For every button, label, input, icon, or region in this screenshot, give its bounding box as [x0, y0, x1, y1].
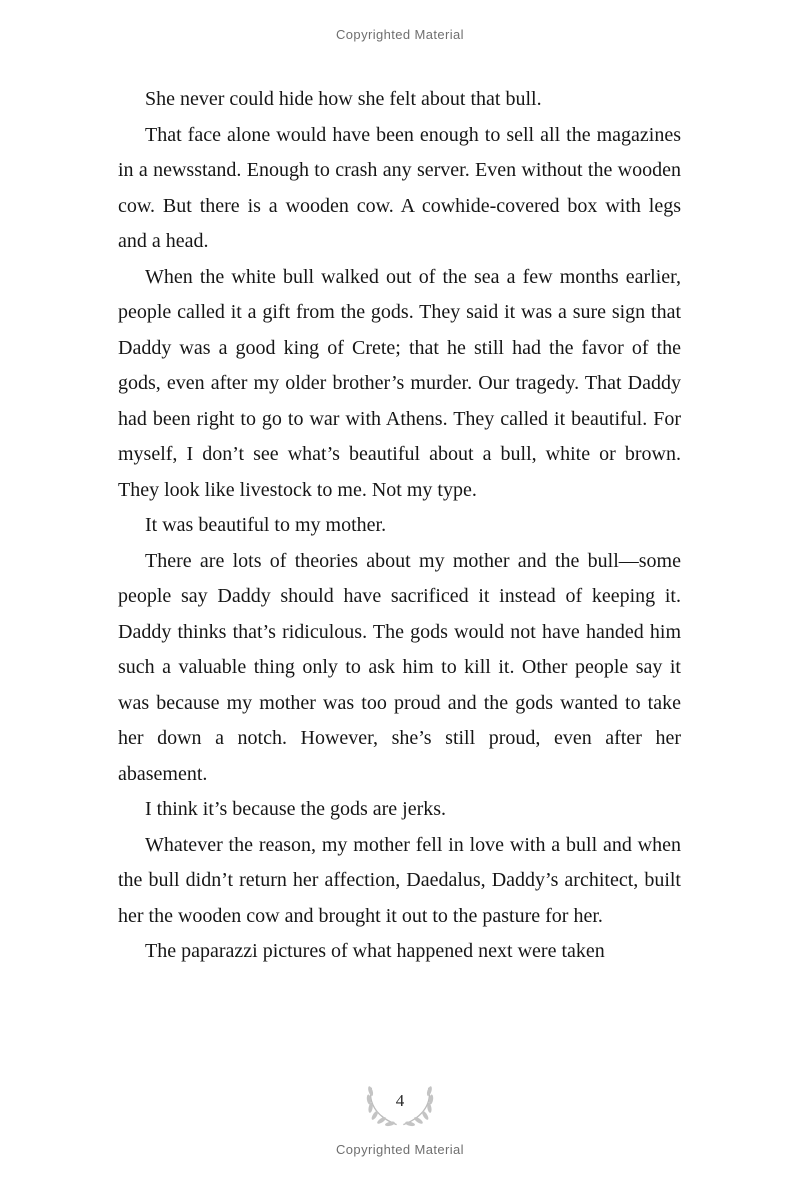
body-paragraph: When the white bull walked out of the sea a few months earlier, people called it a gift from the gods. They said it was a sure sign that Daddy was a good king of Crete; that he still had the favor of the gods, even after my older brother’s murder. Our tragedy. That Daddy had been right to go to war with Athens. They called it beautiful. For myself, I don’t see what’s beautiful about a bull, white or brown. They look like livestock to me. Not my type. [118, 265, 681, 501]
page-footer [0, 1084, 800, 1185]
copyright-notice-top: Copyrighted Material [336, 27, 464, 42]
page-number-ornament [358, 1084, 442, 1130]
copyright-notice-bottom: Copyrighted Material [336, 1142, 464, 1157]
page-number: 4 [395, 1091, 405, 1110]
body-paragraph: I think it’s because the gods are jerks. [145, 798, 447, 820]
body-paragraph: There are lots of theories about my mother and the bull—some people say Daddy should have sacrificed it instead of keeping it. Daddy thinks that’s ridiculous. The gods would not have handed him such a valuable thing only to ask him to kill it. Other people say it was because my mother was too proud and the gods wanted to take her down a notch. However, she’s still proud, even after her abasement. [118, 549, 681, 785]
body-paragraph: That face alone would have been enough to sell all the magazines in a newsstand. Enough to crash any server. Even without the wooden cow. But there is a wooden cow. A cowhide-covered box with legs and a head. [118, 123, 681, 252]
body-paragraph: It was beautiful to my mother. [145, 514, 387, 536]
body-paragraph: The paparazzi pictures of what happened next were taken [145, 940, 605, 962]
body-paragraph: She never could hide how she felt about that bull. [145, 88, 542, 110]
page-body [0, 82, 800, 970]
body-paragraph: Whatever the reason, my mother fell in love with a bull and when the bull didn’t return her affection, Daedalus, Daddy’s architect, built her the wooden cow and brought it out to the pasture for her. [118, 833, 681, 927]
